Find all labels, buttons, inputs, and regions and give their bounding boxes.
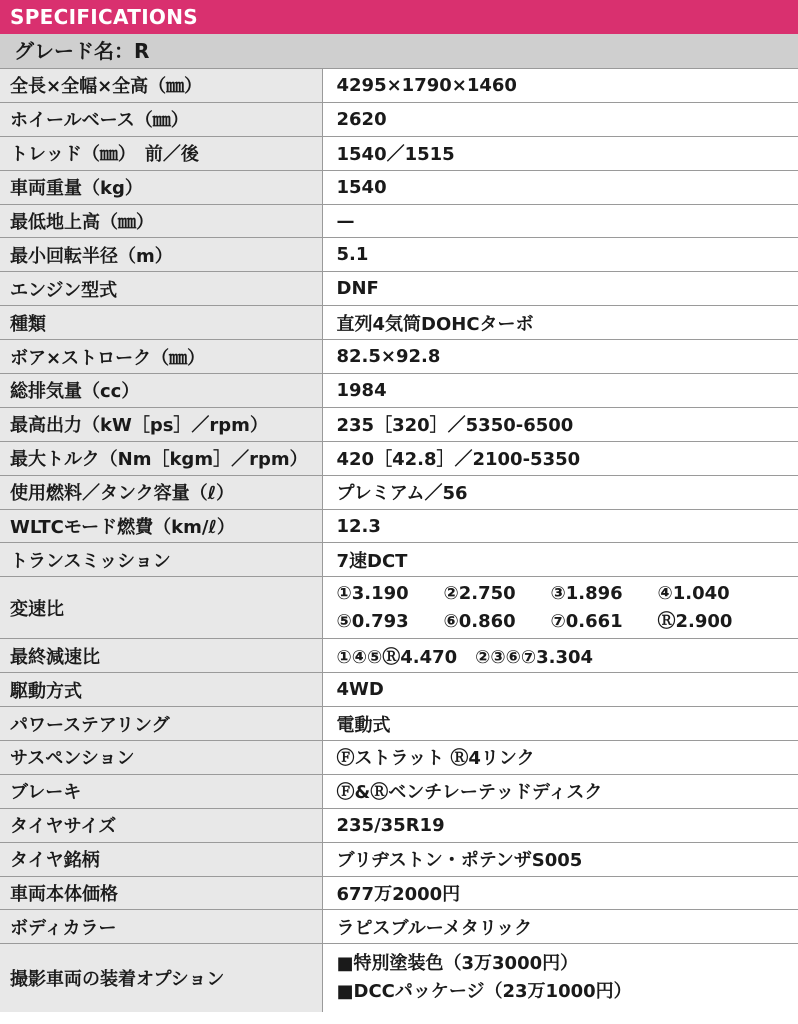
spec-value: ブリヂストン・ポテンザS005 (322, 842, 798, 876)
table-row (0, 741, 798, 775)
table-row (0, 876, 798, 910)
spec-value: 2620 (322, 102, 798, 136)
spec-value: 12.3 (322, 509, 798, 543)
spec-label: エンジン型式 (0, 272, 322, 306)
spec-value: 677万2000円 (322, 876, 798, 910)
spec-value: 4WD (322, 673, 798, 707)
spec-label: 全長×全幅×全高（㎜） (0, 69, 322, 103)
spec-value: 1540／1515 (322, 136, 798, 170)
spec-label: 種類 (0, 306, 322, 340)
spec-value: 1984 (322, 374, 798, 408)
table-row (0, 639, 798, 673)
table-row (0, 407, 798, 441)
spec-label: 撮影車両の装着オプション (0, 944, 322, 1012)
gear-ratio-7: ⑦0.661 (550, 610, 623, 632)
spec-value: 82.5×92.8 (322, 340, 798, 374)
gear-ratio-values (322, 577, 798, 639)
spec-label: 最大トルク（Nm［kgm］／rpm） (0, 441, 322, 475)
spec-label: 総排気量（cc） (0, 374, 322, 408)
option-item: ■DCCパッケージ（23万1000円） (336, 981, 632, 1003)
options-values (322, 944, 798, 1012)
spec-label: ホイールベース（㎜） (0, 102, 322, 136)
spec-label: 車両重量（kg） (0, 170, 322, 204)
spec-value: 4295×1790×1460 (322, 69, 798, 103)
table-row (0, 340, 798, 374)
spec-table (0, 68, 798, 1012)
spec-label: タイヤ銘柄 (0, 842, 322, 876)
spec-label: タイヤサイズ (0, 808, 322, 842)
spec-value: ラピスブルーメタリック (322, 910, 798, 944)
gear-ratio-5: ⑤0.793 (336, 610, 409, 632)
spec-label: パワーステアリング (0, 707, 322, 741)
spec-label: ボア×ストローク（㎜） (0, 340, 322, 374)
table-row (0, 910, 798, 944)
grade-name: グレード名：R (0, 34, 798, 68)
table-row (0, 204, 798, 238)
table-row (0, 374, 798, 408)
spec-value: 7速DCT (322, 543, 798, 577)
table-row (0, 543, 798, 577)
gear-ratio-1: ①3.190 (336, 582, 409, 604)
spec-label: サスペンション (0, 741, 322, 775)
section-header: SPECIFICATIONS (0, 0, 798, 34)
gear-ratio-3: ③1.896 (550, 582, 623, 604)
gear-ratio-4: ④1.040 (657, 582, 730, 604)
spec-label: ブレーキ (0, 774, 322, 808)
table-row (0, 774, 798, 808)
spec-value: ①④⑤Ⓡ4.470 ②③⑥⑦3.304 (322, 639, 798, 673)
table-row-options (0, 944, 798, 1012)
table-row (0, 272, 798, 306)
gear-ratio-2: ②2.750 (443, 582, 516, 604)
table-row (0, 170, 798, 204)
table-row (0, 136, 798, 170)
spec-value: 1540 (322, 170, 798, 204)
spec-value: 5.1 (322, 238, 798, 272)
gear-ratio-reverse: Ⓡ2.900 (657, 610, 733, 632)
gear-ratio-line-2 (337, 608, 798, 636)
spec-value: Ⓕ&Ⓡベンチレーテッドディスク (322, 774, 798, 808)
spec-label: WLTCモード燃費（km/ℓ） (0, 509, 322, 543)
table-row (0, 102, 798, 136)
spec-label: 最高出力（kW［ps］／rpm） (0, 407, 322, 441)
spec-label: 最小回転半径（m） (0, 238, 322, 272)
spec-value: 420［42.8］／2100-5350 (322, 441, 798, 475)
spec-value: 235［320］／5350-6500 (322, 407, 798, 441)
table-row (0, 69, 798, 103)
table-row (0, 509, 798, 543)
spec-label: ボディカラー (0, 910, 322, 944)
table-row (0, 306, 798, 340)
table-row (0, 707, 798, 741)
gear-ratio-6: ⑥0.860 (443, 610, 516, 632)
spec-value: 235/35R19 (322, 808, 798, 842)
table-row-gear-ratio (0, 577, 798, 639)
spec-label: 使用燃料／タンク容量（ℓ） (0, 475, 322, 509)
table-row (0, 441, 798, 475)
spec-label: トレッド（㎜） 前／後 (0, 136, 322, 170)
spec-value: プレミアム／56 (322, 475, 798, 509)
spec-label: トランスミッション (0, 543, 322, 577)
spec-value: DNF (322, 272, 798, 306)
spec-label: 最低地上高（㎜） (0, 204, 322, 238)
table-row (0, 673, 798, 707)
spec-label: 駆動方式 (0, 673, 322, 707)
table-row (0, 475, 798, 509)
spec-value: — (322, 204, 798, 238)
option-item: ■特別塗装色（3万3000円） (336, 953, 579, 975)
table-row (0, 808, 798, 842)
spec-label: 変速比 (0, 577, 322, 639)
spec-label: 車両本体価格 (0, 876, 322, 910)
gear-ratio-line-1 (337, 580, 798, 608)
spec-value: 電動式 (322, 707, 798, 741)
spec-label: 最終減速比 (0, 639, 322, 673)
table-row (0, 238, 798, 272)
table-row (0, 842, 798, 876)
spec-value: Ⓕストラット Ⓡ4リンク (322, 741, 798, 775)
spec-value: 直列4気筒DOHCターボ (322, 306, 798, 340)
